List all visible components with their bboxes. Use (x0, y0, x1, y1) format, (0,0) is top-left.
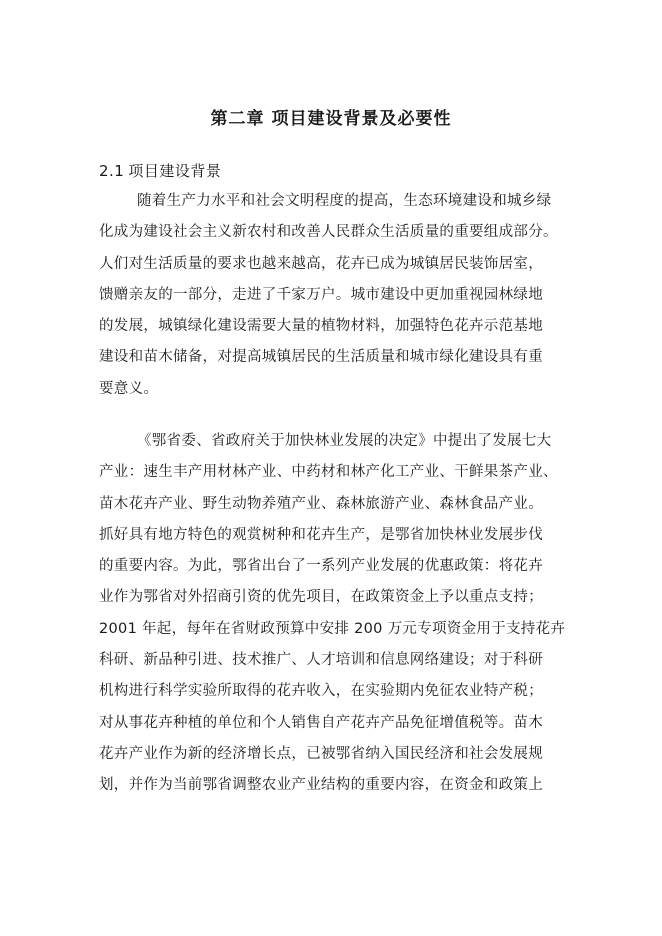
section-title: 项目建设背景 (128, 162, 222, 180)
chapter-title: 第二章 项目建设背景及必要性 (210, 109, 452, 129)
paragraph-line: 化成为建设社会主义新农村和改善人民群众生活质量的重要组成部分。 (99, 224, 558, 241)
paragraph-line: 《鄂省委、省政府关于加快林业发展的决定》中提出了发展七大 (137, 433, 552, 449)
paragraph-2 (99, 426, 574, 802)
paragraph-line: 的发展，城镇绿化建设需要大量的植物材料，加强特色花卉示范基地 (99, 318, 543, 335)
paragraph-line: 抓好具有地方特色的观赏树种和花卉生产，是鄂省加快林业发展步伐 (99, 526, 543, 543)
paragraph-line: 业作为鄂省对外招商引资的优先项目，在政策资金上予以重点支持； (99, 589, 543, 606)
paragraph-line: 建设和苗木储备，对提高城镇居民的生活质量和城市绿化建设具有重 (99, 349, 543, 366)
paragraph-line: 人们对生活质量的要求也越来越高，花卉已成为城镇居民装饰居室， (99, 255, 543, 272)
paragraph-line: 机构进行科学实验所取得的花卉收入，在实验期内免征农业特产税； (99, 683, 543, 700)
paragraph-line: 科研、新品种引进、技术推广、人才培训和信息网络建设；对于科研 (99, 652, 543, 669)
paragraph-1 (99, 186, 574, 405)
paragraph-line: 的重要内容。为此，鄂省出台了一系列产业发展的优惠政策：将花卉 (99, 558, 543, 575)
paragraph-line: 馈赠亲友的一部分，走进了千家万户。城市建设中更加重视园林绿地 (99, 286, 543, 303)
section-number: 2.1 (99, 162, 125, 180)
paragraph-line: 对从事花卉种植的单位和个人销售自产花卉产品免征增值税等。苗木 (99, 714, 543, 731)
paragraph-line: 划，并作为当前鄂省调整农业产业结构的重要内容，在资金和政策上 (99, 777, 543, 794)
paragraph-line: 花卉产业作为新的经济增长点，已被鄂省纳入国民经济和社会发展规 (99, 745, 543, 762)
paragraph-line: 2001 年起，每年在省财政预算中安排 200 万元专项资金用于支持花卉 (99, 620, 566, 637)
paragraph-line: 产业：速生丰产用材林产业、中药材和林产化工产业、干鲜果茶产业、 (99, 464, 558, 481)
paragraph-line: 要意义。 (99, 380, 159, 397)
paragraph-line: 苗木花卉产业、野生动物养殖产业、森林旅游产业、森林食品产业。 (99, 495, 543, 512)
section-heading (99, 160, 221, 181)
paragraph-line: 随着生产力水平和社会文明程度的提高，生态环境建设和城乡绿 (137, 193, 552, 209)
